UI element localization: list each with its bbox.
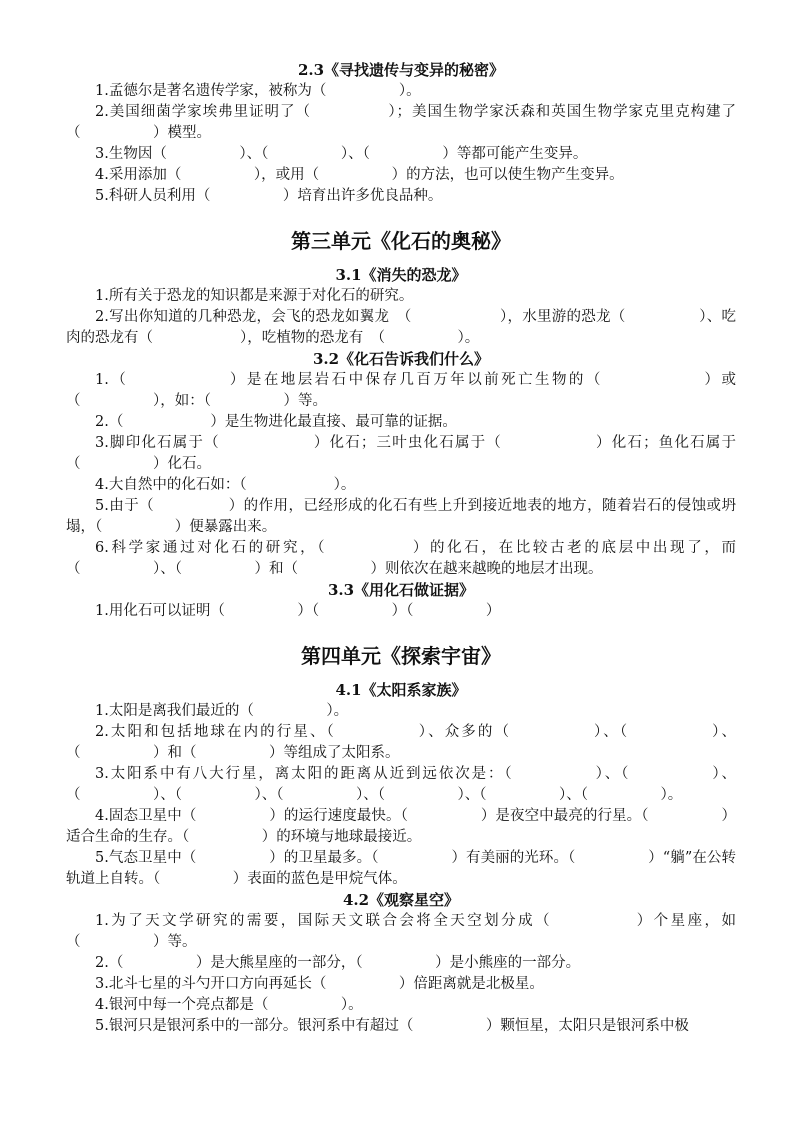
section-title: 3.2《化石告诉我们什么》 xyxy=(312,350,490,368)
question-item: 2.（ ）是生物进化最直接、最可靠的证据。 xyxy=(95,414,457,430)
question-item: 4.银河中每一个亮点都是（ ）。 xyxy=(95,997,363,1013)
question-item: 6.科学家通过对化石的研究，（ ）的化石，在比较古老的底层中出现了，而（ ）、（ ）和（ ）则依次在越来越晚的地层才出现。 xyxy=(66,540,736,577)
question-item: 1.太阳是离我们最近的（ ）。 xyxy=(95,703,349,719)
question-item: 2.太阳和包括地球在内的行星、（ ）、众多的（ ）、（ ）、（ ）和（ ）等组成了太阳系。 xyxy=(66,724,736,761)
section-title: 4.2《观察星空》 xyxy=(342,891,460,909)
question-item: 3.太阳系中有八大行星，离太阳的距离从近到远依次是：（ ）、（ ）、（ ）、（ ）、（ ）、（ ）、（ ）、（ ）。 xyxy=(66,766,736,803)
question-item: 1.孟德尔是著名遗传学家，被称为（ ）。 xyxy=(95,83,421,99)
section-title: 3.3《用化石做证据》 xyxy=(327,581,475,599)
question-item: 5.银河只是银河系中的一部分。银河系中有超过（ ）颗恒星，太阳只是银河系中极 xyxy=(95,1018,689,1034)
unit-title: 第三单元《化石的奥秘》 xyxy=(291,229,511,253)
question-item: 3.北斗七星的斗勺开口方向再延长（ ）倍距离就是北极星。 xyxy=(95,976,544,992)
question-item: 5.由于（ ）的作用，已经形成的化石有些上升到接近地表的地方，随着岩石的侵蚀或坍塌，（ ）便暴露出来。 xyxy=(66,498,736,535)
question-item: 4.大自然中的化石如：（ ）。 xyxy=(95,477,356,493)
question-item: 5.气态卫星中（ ）的卫星最多。（ ）有美丽的光环。（ ）“躺”在公转轨道上自转。（ ）表面的蓝色是甲烷气体。 xyxy=(66,850,736,887)
question-item: 2.（ ）是大熊星座的一部分，（ ）是小熊座的一部分。 xyxy=(95,955,581,971)
question-item: 3.脚印化石属于（ ）化石；三叶虫化石属于（ ）化石；鱼化石属于（ ）化石。 xyxy=(66,435,736,472)
question-item: 5.科研人员利用（ ）培育出许多优良品种。 xyxy=(95,188,443,204)
question-item: 3.生物因（ ）、（ ）、（ ）等都可能产生变异。 xyxy=(95,146,588,162)
question-item: 2.写出你知道的几种恐龙，会飞的恐龙如翼龙 （ ），水里游的恐龙（ ）、吃肉的恐龙有（ ），吃植物的恐龙有 （ ）。 xyxy=(66,309,736,346)
question-item: 2.美国细菌学家埃弗里证明了（ ）；美国生物学家沃森和英国生物学家克里克构建了（ ）模型。 xyxy=(66,104,736,141)
unit-title: 第四单元《探索宇宙》 xyxy=(301,644,501,668)
question-item: 4.采用添加（ ），或用（ ）的方法，也可以使生物产生变异。 xyxy=(95,167,624,183)
question-item: 1.用化石可以证明（ ）（ ）（ ） xyxy=(95,603,501,619)
question-item: 1.为了天文学研究的需要，国际天文联合会将全天空划分成（ ）个星座，如（ ）等。 xyxy=(66,913,736,950)
question-item: 1.所有关于恐龙的知识都是来源于对化石的研究。 xyxy=(95,288,414,304)
section-title: 3.1《消失的恐龙》 xyxy=(335,266,467,284)
section-title: 4.1《太阳系家族》 xyxy=(335,681,467,699)
worksheet-page xyxy=(66,60,736,1037)
question-item: 4.固态卫星中（ ）的运行速度最快。（ ）是夜空中最亮的行星。（ ）适合生命的生存。（ ）的环境与地球最接近。 xyxy=(66,808,736,845)
question-item: 1.（ ）是在地层岩石中保存几百万年以前死亡生物的（ ）或（ ），如：（ ）等。 xyxy=(66,372,736,409)
section-title: 2.3《寻找遗传与变异的秘密》 xyxy=(297,61,505,79)
